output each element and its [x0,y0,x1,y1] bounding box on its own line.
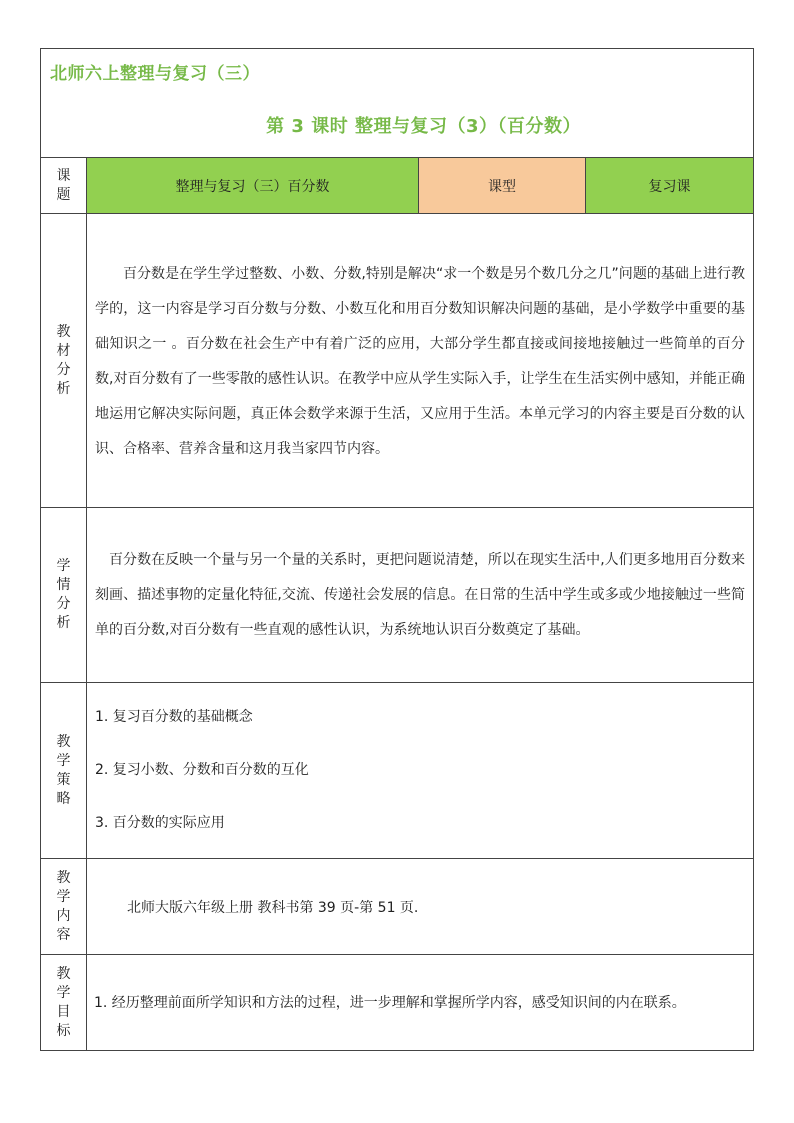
material-analysis-cell [87,214,754,508]
lesson-plan-table [40,48,754,1051]
topic-label: 课 题 [41,158,87,214]
teaching-strategy-label: 教 学 策 略 [41,683,87,859]
teaching-goals-label: 教 学 目 标 [41,955,87,1051]
list-item: 2. 复习小数、分数和百分数的互化 [95,762,309,778]
teaching-content-text: 北师大版六年级上册 教科书第 39 页-第 51 页. [127,899,419,916]
header-cell [41,49,754,158]
list-item: 1. 复习百分数的基础概念 [95,709,253,725]
student-analysis-cell [87,508,754,683]
teaching-goals-cell [87,955,754,1051]
topic-value: 整理与复习（三）百分数 [87,158,419,214]
lesson-type-label: 课型 [419,158,586,214]
student-analysis-text: 百分数在反映一个量与另一个量的关系时，更把问题说清楚，所以在现实生活中,人们更多地用百分数来刻画、描述事物的定量化特征,交流、传递社会发展的信息。在日常的生活中学生或多或少地接触过一些简单的百分数,对百分数有一些直观的感性认识，为系统地认识百分数奠定了基础。 [95,551,745,638]
list-item: 3. 百分数的实际应用 [95,815,225,831]
material-analysis-label: 教 材 分 析 [41,214,87,508]
teaching-content-cell [87,859,754,955]
teaching-content-label: 教 学 内 容 [41,859,87,955]
lesson-type-value: 复习课 [586,158,754,214]
teaching-strategy-cell [87,683,754,859]
doc-title: 北师六上整理与复习（三） [50,64,260,84]
lesson-title: 第 3 课时 整理与复习（3）（百分数） [266,116,581,137]
teaching-goals-text: 1. 经历整理前面所学知识和方法的过程，进一步理解和掌握所学内容，感受知识间的内在联系。 [94,994,686,1011]
material-analysis-text: 百分数是在学生学过整数、小数、分数,特别是解决“求一个数是另个数几分之几”问题的基础上进行教学的，这一内容是学习百分数与分数、小数互化和用百分数知识解决问题的基础，是小学数学中重要的基础知识之一 。百分数在社会生产中有着广泛的应用，大部分学生都直接或间接地接触过一些简单的百分数,对百分数有了一些零散的感性认识。在教学中应从学生实际入手，让学生在生活实例中感知，并能正确地运用它解决实际问题，真正体会数学来源于生活，又应用于生活。本单元学习的内容主要是百分数的认识、合格率、营养含量和这月我当家四节内容。 [95,265,745,457]
student-analysis-label: 学 情 分 析 [41,508,87,683]
strategy-list [87,683,753,858]
